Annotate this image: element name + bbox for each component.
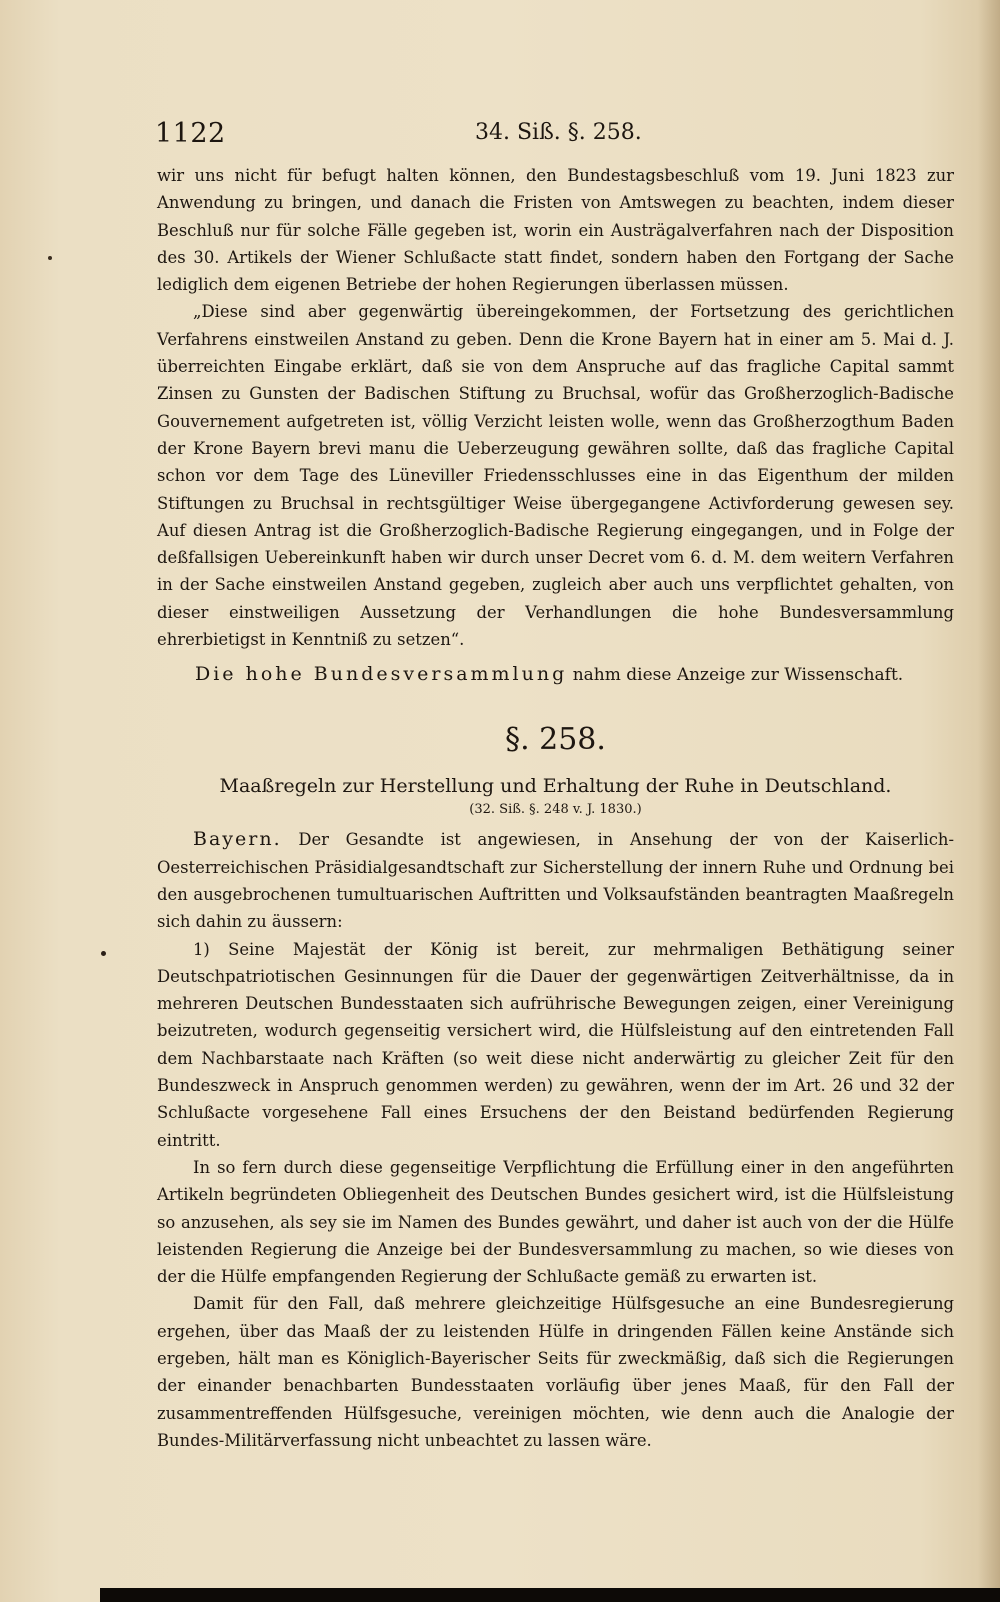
page-number: 1122: [155, 118, 226, 149]
paragraph-point-1: 1) Seine Majestät der König ist bereit, zur mehrmaligen Bethätigung seiner Deutschpatriotischen Gesinnungen für die Dauer der gegenwärtigen Zeitverhältnisse, da in mehreren Deutschen Bundesstaaten sich aufrührische Bewegungen zeigen, einer Vereinigung beizutreten, wodurch gegenseitig versichert wird, die Hülfsleistung auf den eintretenden Fall dem Nachbarstaate nach Kräften (so weit diese nicht anderwärtig zu gleicher Zeit für den Bundeszweck in Anspruch genommen werden) zu gewähren, wenn der im Art. 26 und 32 der Schlußacte vorgesehene Fall eines Ersuchens der den Beistand bedürfenden Regierung eintritt.: [157, 939, 954, 1150]
section-title: Maaßregeln zur Herstellung und Erhaltung der Ruhe in Deutschland.: [219, 775, 892, 798]
ink-speck: [101, 951, 106, 956]
ink-speck: [48, 256, 52, 260]
page-header: [155, 118, 955, 158]
paragraph-bayern: [157, 826, 954, 935]
section-reference: (32. Siß. §. 248 v. J. 1830.): [469, 802, 642, 818]
paragraph-obligation: In so fern durch diese gegenseitige Verpflichtung die Erfüllung einer in den angeführten Artikeln begründeten Obliegenheit des Deutschen Bundes gesichert wird, ist die Hülfsleistung so anzusehen, als sey sie im Namen des Bundes gewährt, und daher ist auch von der die Hülfe leistenden Regierung die Anzeige bei der Bundesversammlung zu machen, so wie dieses von der die Hülfe empfangenden Regierung der Schlußacte gemäß zu erwarten ist.: [157, 1157, 954, 1287]
paragraph-announcement: [157, 657, 954, 692]
paragraph-1: wir uns nicht für befugt halten können, den Bundestagsbeschluß vom 19. Juni 1823 zur Anwendung zu bringen, und danach die Fristen von Amtswegen zu beachten, indem dieser Beschluß nur für solche Fälle gegeben ist, worin ein Austrägalverfahren nach der Disposition des 30. Artikels der Wiener Schlußacte statt findet, sondern haben den Fortgang der Sache lediglich dem eigenen Betriebe der hohen Regierungen überlassen müssen.: [157, 166, 954, 295]
page-edge-shadow: [978, 0, 1000, 1602]
paragraph-2: „Diese sind aber gegenwärtig übereingekommen, der Fortsetzung des gerichtlichen Verfahrens einstweilen Anstand zu geben. Denn die Krone Bayern hat in einer am 5. Mai d. J. überreichten Eingabe erklärt, daß sie von dem Anspruche auf das fragliche Capital sammt Zinsen zu Gunsten der Badischen Stiftung zu Bruchsal, wofür das Großherzoglich-Badische Gouvernement aufgetreten ist, völlig Verzicht leisten wolle, wenn das Großherzogthum Baden der Krone Bayern brevi manu die Ueberzeugung gewähren sollte, daß das fragliche Capital schon vor dem Tage des Lüneviller Friedensschlusses eine in das Eigenthum der milden Stiftungen zu Bruchsal in rechtsgültiger Weise übergegangene Activforderung gewesen sey. Auf diesen Antrag ist die Großherzoglich-Badische Regierung eingegangen, und in Folge der deßfallsigen Uebereinkunft haben wir durch unser Decret vom 6. d. M. dem weitern Verfahren in der Sache einstweilen Anstand gegeben, zugleich aber auch uns verpflichtet gehalten, von dieser einstweiligen Aussetzung der Verhandlungen die hohe Bundesversammlung ehrerbietigst in Kenntniß zu setzen“.: [157, 302, 954, 650]
body-text: [157, 162, 954, 1454]
running-head: 34. Siß. §. 258.: [475, 120, 642, 145]
paragraph-measure: Damit für den Fall, daß mehrere gleichzeitige Hülfsgesuche an eine Bundesregierung ergehen, über das Maaß der zu leistenden Hülfe in dringenden Fällen keine Anstände sich ergeben, hält man es Königlich-Bayerischer Seits für zweckmäßig, daß sich die Regierungen der einander benachbarten Bundesstaaten vorläufig über jenes Maaß, für den Fall der zusammentreffenden Hülfsgesuche, vereinigen möchten, wie denn auch die Analogie der Bundes-Militärverfassung nicht unbeachtet zu lassen wäre.: [157, 1294, 954, 1450]
assembly-name: Die hohe Bundesversammlung: [195, 663, 568, 686]
state-name: Bayern.: [193, 828, 282, 851]
scan-bottom-edge: [100, 1588, 1000, 1602]
section-number: §. 258.: [505, 722, 606, 758]
bayern-text: Der Gesandte ist angewiesen, in Ansehung der von der Kaiserlich-Oesterreichischen Präsidialgesandtschaft zur Sicherstellung der innern Ruhe und Ordnung bei den ausgebrochenen tumultuarischen Auftritten und Volksaufständen beantragten Maaßregeln sich dahin zu äussern:: [157, 830, 955, 932]
announcement-text: nahm diese Anzeige zur Wissenschaft.: [572, 665, 904, 686]
